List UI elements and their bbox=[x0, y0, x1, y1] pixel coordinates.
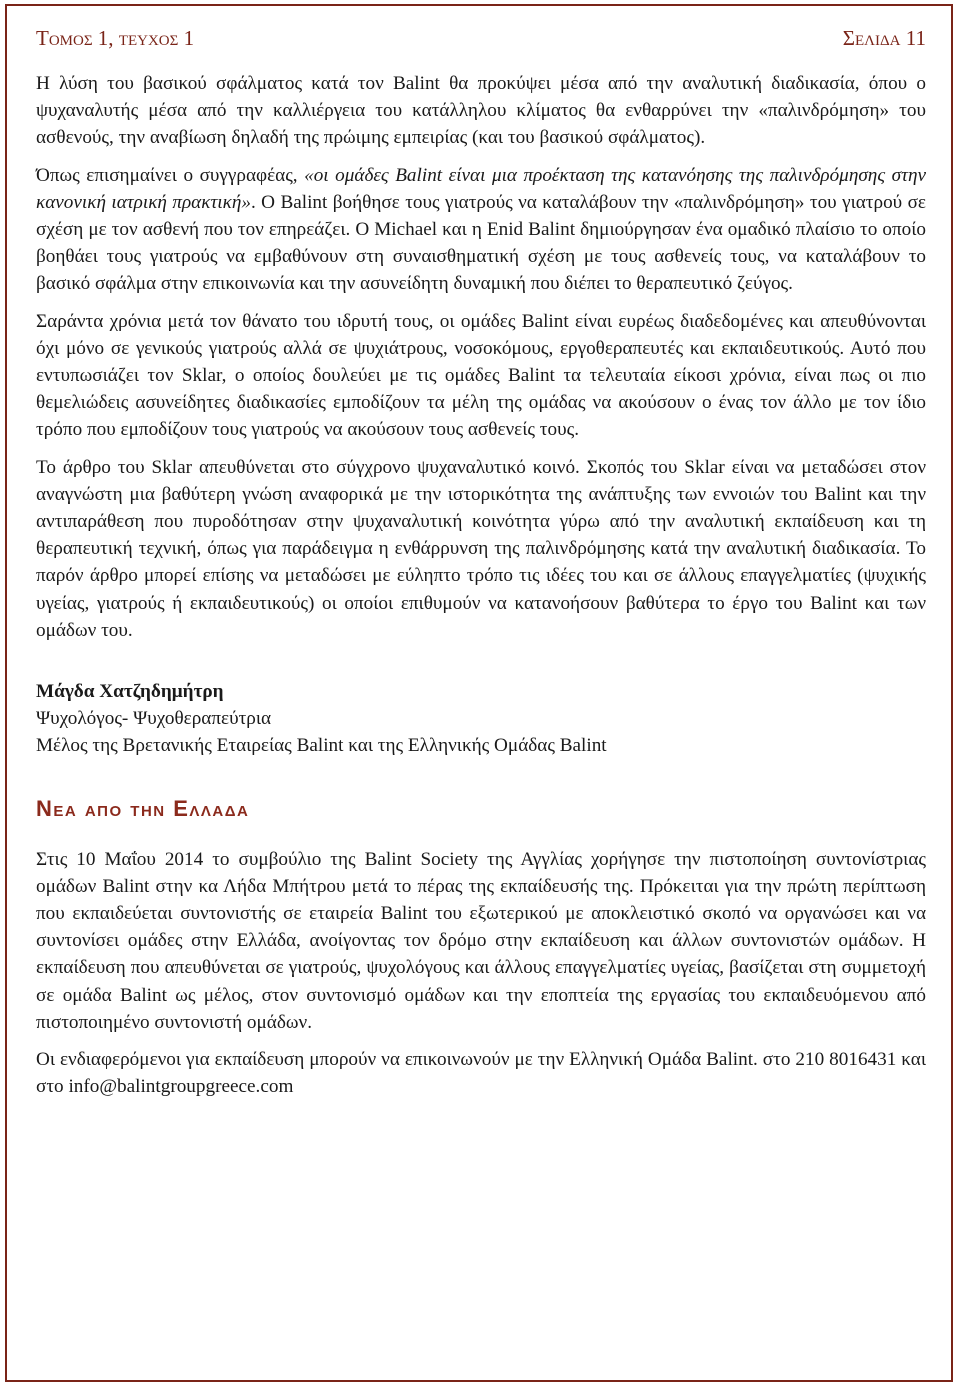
author-membership: Μέλος της Βρετανικής Εταιρείας Balint και της Ελληνικής Ομάδας Balint bbox=[36, 735, 607, 757]
paragraph bbox=[36, 162, 926, 298]
quotation: «οι ομάδες Balint είναι μια προέκταση της κατανόησης της παλινδρόμησης στην κανονική ιατρική πρακτική» bbox=[36, 164, 926, 213]
section-heading: Νεα απο την Ελλαδα bbox=[36, 795, 250, 821]
page-number-label: Σελιδα 11 bbox=[842, 26, 926, 50]
paragraph-lead: Όπως επισημαίνει ο συγγραφέας, bbox=[36, 164, 305, 186]
paragraph: Στις 10 Μαΐου 2014 το συμβούλιο της Balint Society της Αγγλίας χορήγησε την πιστοποίηση συντονίστριας ομάδων Balint στην κα Λήδα Μπήτρου μετά το πέρας της εκπαίδευσής της. Πρόκειται για την πρώτη περίπτωση που εκπαιδεύεται συντονιστής σε εταιρεία Balint του εξωτερικού με αποκλειστικό σκοπό να οργανώσει και να συντονίσει ομάδες στην Ελλάδα, ανοίγοντας τον δρόμο στην εκπαίδευση και άλλων συντονιστών ομάδων. Η εκπαίδευση που απευθύνεται σε γιατρούς, ψυχολόγους και άλλους επαγγελματίες υγείας, βασίζεται στη συμμετοχή σε ομάδα Balint ως μέλος, στον συντονισμό ομάδων και την εποπτεία της εργασίας του εκπαιδευόμενου από πιστοποιημένο συντονιστή ομάδων. bbox=[36, 848, 926, 1033]
author-role: Ψυχολόγος- Ψυχοθεραπεύτρια bbox=[36, 708, 272, 730]
contact-paragraph: Οι ενδιαφερόμενοι για εκπαίδευση μπορούν να επικοινωνούν με την Ελληνική Ομάδα Balint. στο 210 8016431 και στο info@balintgroupgreece.com bbox=[36, 1049, 926, 1098]
paragraph: Η λύση του βασικού σφάλματος κατά τον Balint θα προκύψει μέσα από την αναλυτική διαδικασία, όπου ο ψυχαναλυτής μέσα από την καλλιέργεια του κατάλληλου κλίματος θα ενθαρρύνει την «παλινδρόμηση» του ασθενούς, την αναβίωση δηλαδή της πρώιμης εμπειρίας (και του βασικού σφάλματος). bbox=[36, 73, 926, 149]
paragraph-rest: . Ο Balint βοήθησε τους γιατρούς να καταλάβουν την «παλινδρόμηση» του γιατρού σε σχέση με τον ασθενή που τον επηρεάζει. Ο Michael και η Enid Balint δημιούργησαν ένα ομαδικό πλαίσιο το οποίο βοηθάει τους γιατρούς να εμβαθύνουν στη συναισθηματική σχέση με τους ασθενείς τους, να καταλάβουν το βασικό σφάλμα στην επικοινωνία και την ασυνείδητη δυναμική που διέπει το θεραπευτικό ζεύγος. bbox=[36, 191, 926, 295]
running-header bbox=[36, 26, 926, 56]
article-body bbox=[36, 70, 926, 1101]
paragraph: Σαράντα χρόνια μετά τον θάνατο του ιδρυτή τους, οι ομάδες Balint είναι ευρέως διαδεδομένες και απευθύνονται όχι μόνο σε γενικούς γιατρούς αλλά σε ψυχιάτρους, νοσοκόμους, εργοθεραπευτές και εκπαιδευτικούς. Αυτό που εντυπωσιάζει τον Sklar, ο οποίος δουλεύει με τις ομάδες Balint τα τελευταία είκοσι χρόνια, είναι πως οι πιο θεμελιώδεις ασυνείδητες διαδικασίες εμποδίζουν τα μέλη της ομάδας να ακούσουν ο ένας τον άλλο με τον ίδιο τρόπο που εμποδίζουν τους γιατρούς να ακούσουν τους ασθενείς τους. bbox=[36, 310, 926, 441]
author-signature bbox=[36, 678, 926, 760]
paragraph: Το άρθρο του Sklar απευθύνεται στο σύγχρονο ψυχαναλυτικό κοινό. Σκοπός του Sklar είναι να μεταδώσει στον αναγνώστη μια βαθύτερη γνώση αναφορικά με την ιστορικότητα της ανάπτυξης των εννοιών του Balint και την αντιπαράθεση που πυροδότησαν στην ψυχαναλυτική κοινότητα γύρω από την αναλυτική εκπαίδευση και τη θεραπευτική τεχνική, όπως για παράδειγμα η ενθάρρυνση της παλινδρόμησης κατά την αναλυτική διαδικασία. Το παρόν άρθρο μπορεί επίσης να μεταδώσει με εύληπτο τρόπο τις ιδέες του και σε άλλους επαγγελματίες (ψυχικής υγείας, γιατρούς ή εκπαιδευτικούς) οι οποίοι επιθυμούν να κατανοήσουν βαθύτερα το έργο του Balint και των ομάδων του. bbox=[36, 456, 926, 641]
author-name: Μάγδα Χατζηδημήτρη bbox=[36, 681, 224, 703]
volume-issue-label: Τομος 1, τευχος 1 bbox=[36, 26, 195, 50]
